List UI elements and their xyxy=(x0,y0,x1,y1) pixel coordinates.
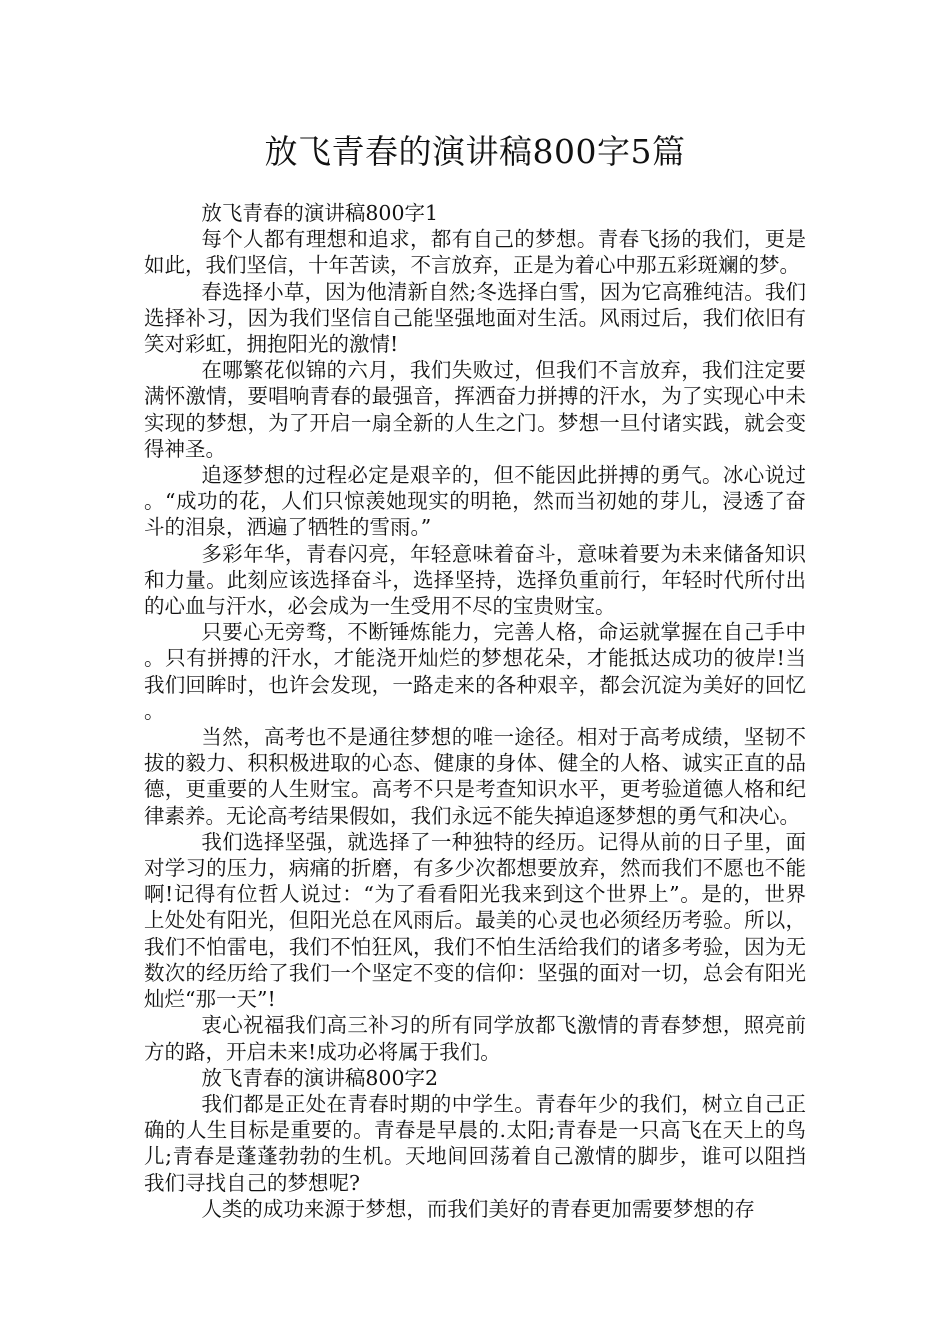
paragraph: 我们选择坚强，就选择了一种独特的经历。记得从前的日子里，面对学习的压力，病痛的折磨，有多少次都想要放弃，然而我们不愿也不能啊!记得有位哲人说过：“为了看看阳光我来到这个世界上”。是的，世界上处处有阳光，但阳光总在风雨后。最美的心灵也必须经历考验。所以，我们不怕雷电，我们不怕狂风，我们不怕生活给我们的诸多考验，因为无数次的经历给了我们一个坚定不变的信仰：坚强的面对一切，总会有阳光灿烂“那一天”! xyxy=(144,829,806,1012)
paragraph: 每个人都有理想和追求，都有自己的梦想。青春飞扬的我们，更是如此，我们坚信，十年苦读，不言放弃，正是为着心中那五彩斑斓的梦。 xyxy=(144,227,806,278)
section-2 xyxy=(144,1065,806,1222)
paragraph: 衷心祝福我们高三补习的所有同学放都飞激情的青春梦想，照亮前方的路，开启未来!成功必将属于我们。 xyxy=(144,1013,806,1064)
section-1 xyxy=(144,200,806,1065)
section-heading: 放飞青春的演讲稿800字1 xyxy=(201,201,439,225)
paragraph: 多彩年华，青春闪亮，年轻意味着奋斗，意味着要为未来储备知识和力量。此刻应该选择奋斗，选择坚持，选择负重前行，年轻时代所付出的心血与汗水，必会成为一生受用不尽的宝贵财宝。 xyxy=(144,541,806,619)
paragraph: 当然，高考也不是通往梦想的唯一途径。相对于高考成绩，坚韧不拔的毅力、积积极进取的心态、健康的身体、健全的人格、诚实正直的品德，更重要的人生财宝。高考不只是考查知识水平，更考验道德人格和纪律素养。无论高考结果假如，我们永远不能失掉追逐梦想的勇气和决心。 xyxy=(144,725,806,828)
document-page xyxy=(144,128,806,1222)
paragraph: 只要心无旁骛，不断锤炼能力，完善人格，命运就掌握在自己手中。只有拼搏的汗水，才能浇开灿烂的梦想花朵，才能抵达成功的彼岸!当我们回眸时，也许会发现，一路走来的各种艰辛，都会沉淀为美好的回忆。 xyxy=(144,620,806,723)
paragraph: 在哪繁花似锦的六月，我们失败过，但我们不言放弃，我们注定要满怀激情，要唱响青春的最强音，挥洒奋力拼搏的汗水，为了实现心中未实现的梦想，为了开启一扇全新的人生之门。梦想一旦付诸实践，就会变得神圣。 xyxy=(144,358,806,461)
paragraph: 追逐梦想的过程必定是艰辛的，但不能因此拼搏的勇气。冰心说过。“成功的花，人们只惊羡她现实的明艳，然而当初她的芽儿，浸透了奋斗的泪泉，洒遍了牺牲的雪雨。” xyxy=(144,463,806,540)
paragraph: 我们都是正处在青春时期的中学生。青春年少的我们，树立自己正确的人生目标是重要的。青春是早晨的.太阳;青春是一只高飞在天上的鸟儿;青春是蓬蓬勃勃的生机。天地间回荡着自己激情的脚步，谁可以阻挡我们寻找自己的梦想呢? xyxy=(144,1091,806,1195)
paragraph: 春选择小草，因为他清新自然;冬选择白雪，因为它高雅纯洁。我们选择补习，因为我们坚信自己能坚强地面对生活。风雨过后，我们依旧有笑对彩虹，拥抱阳光的激情! xyxy=(144,279,806,357)
section-heading: 放飞青春的演讲稿800字2 xyxy=(201,1065,439,1090)
document-title: 放飞青春的演讲稿800字5篇 xyxy=(264,132,686,171)
paragraph: 人类的成功来源于梦想，而我们美好的青春更加需要梦想的存 xyxy=(201,1196,755,1221)
